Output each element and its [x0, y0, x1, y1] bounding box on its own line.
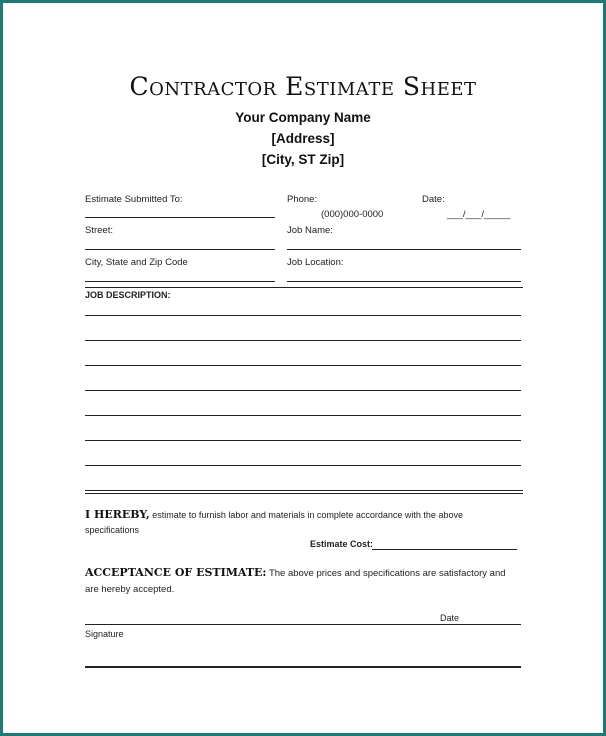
- job-location-field[interactable]: [287, 281, 521, 282]
- acceptance-date-label: Date: [440, 613, 460, 623]
- city-state-zip-field[interactable]: [85, 281, 275, 282]
- signature-label: Signature: [85, 629, 124, 639]
- hereby-lead: I HEREBY,: [85, 508, 150, 521]
- job-description-line[interactable]: [85, 340, 521, 341]
- job-description-line[interactable]: [85, 365, 521, 366]
- job-description-line[interactable]: [85, 465, 521, 466]
- bottom-rule: [85, 666, 521, 668]
- job-description-line[interactable]: [85, 415, 521, 416]
- document-title: Contractor Estimate Sheet: [129, 72, 477, 101]
- job-description-top-rule: [85, 287, 523, 288]
- hereby-text: estimate to furnish labor and materials in complete accordance with the above: [152, 510, 463, 520]
- job-description-bottom-rule: [85, 490, 523, 494]
- phone-field[interactable]: (000)000-0000: [321, 209, 384, 220]
- company-name: Your Company Name: [235, 110, 371, 125]
- job-description-line[interactable]: [85, 440, 521, 441]
- phone-label: Phone:: [287, 194, 318, 205]
- job-description-label: JOB DESCRIPTION:: [85, 290, 171, 300]
- date-field[interactable]: ___/___/_____: [447, 209, 511, 220]
- signature-line[interactable]: [85, 624, 521, 625]
- job-name-field[interactable]: [287, 249, 521, 250]
- date-label: Date:: [422, 194, 445, 205]
- company-city: [City, ST Zip]: [261, 152, 345, 167]
- estimate-submitted-to-field[interactable]: [85, 217, 275, 218]
- street-field[interactable]: [85, 249, 275, 250]
- job-description-line[interactable]: [85, 390, 521, 391]
- hereby-text-cont: specifications: [85, 525, 140, 535]
- acceptance-lead: ACCEPTANCE OF ESTIMATE:: [85, 566, 267, 579]
- estimate-cost-field[interactable]: [372, 549, 517, 550]
- estimate-submitted-to-label: Estimate Submitted To:: [85, 194, 183, 205]
- job-location-label: Job Location:: [287, 257, 344, 268]
- street-label: Street:: [85, 225, 113, 236]
- acceptance-statement: [85, 566, 506, 579]
- job-description-line[interactable]: [85, 315, 521, 316]
- estimate-cost-label: Estimate Cost:: [310, 539, 374, 549]
- job-name-label: Job Name:: [287, 225, 333, 236]
- city-state-zip-label: City, State and Zip Code: [85, 257, 188, 268]
- acceptance-text: The above prices and specifications are satisfactory and: [268, 568, 506, 579]
- hereby-statement: [85, 508, 463, 521]
- company-address: [Address]: [271, 131, 335, 146]
- acceptance-text-cont: are hereby accepted.: [85, 584, 175, 595]
